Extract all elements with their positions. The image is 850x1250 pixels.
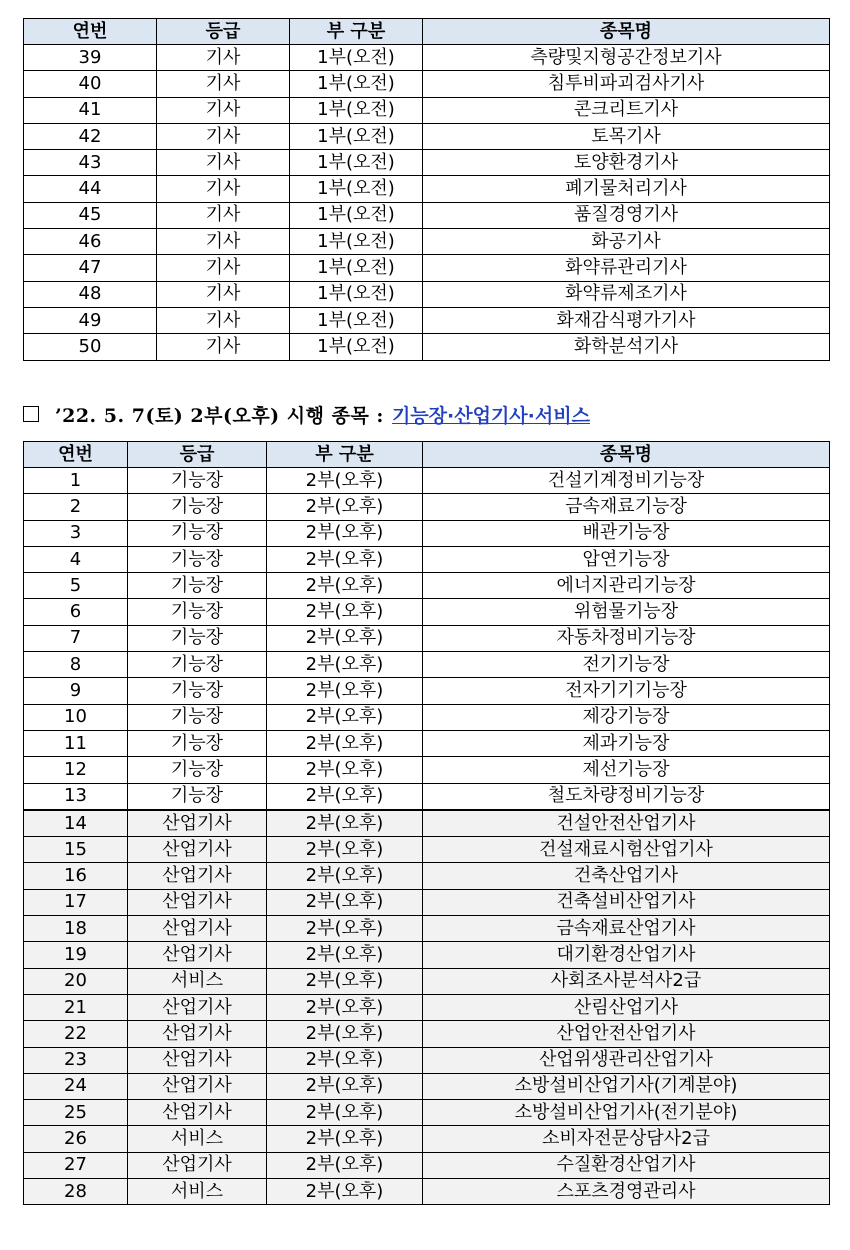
cell-number: 39: [24, 45, 157, 71]
cell-grade: 산업기사: [128, 942, 267, 968]
cell-number: 14: [24, 810, 128, 837]
table-row: [24, 678, 830, 704]
cell-session: 2부(오후): [267, 678, 423, 704]
cell-grade: 기능장: [128, 678, 267, 704]
checkbox-icon: [23, 406, 39, 422]
cell-grade: 기사: [157, 229, 290, 255]
cell-number: 7: [24, 625, 128, 651]
cell-number: 50: [24, 334, 157, 360]
cell-session: 2부(오후): [267, 994, 423, 1020]
cell-number: 20: [24, 968, 128, 994]
cell-session: 2부(오후): [267, 942, 423, 968]
cell-session: 1부(오전): [290, 255, 423, 281]
table-row: [24, 1021, 830, 1047]
table-row: [24, 45, 830, 71]
cell-grade: 산업기사: [128, 863, 267, 889]
table-row: [24, 520, 830, 546]
cell-number: 28: [24, 1179, 128, 1205]
cell-subject: 산업위생관리산업기사: [423, 1047, 830, 1073]
cell-subject: 건설기계정비기능장: [423, 468, 830, 494]
cell-subject: 스포츠경영관리사: [423, 1179, 830, 1205]
table-row: [24, 229, 830, 255]
table-row: [24, 150, 830, 176]
cell-session: 2부(오후): [267, 916, 423, 942]
cell-session: 2부(오후): [267, 1179, 423, 1205]
cell-subject: 화학분석기사: [423, 334, 830, 360]
cell-session: 2부(오후): [267, 573, 423, 599]
cell-grade: 산업기사: [128, 994, 267, 1020]
cell-session: 2부(오후): [267, 468, 423, 494]
exam-table-afternoon: [23, 441, 830, 1205]
cell-number: 2: [24, 494, 128, 520]
cell-number: 19: [24, 942, 128, 968]
cell-subject: 금속재료기능장: [423, 494, 830, 520]
cell-number: 46: [24, 229, 157, 255]
table-row: [24, 307, 830, 333]
cell-grade: 산업기사: [128, 1100, 267, 1126]
cell-session: 2부(오후): [267, 1126, 423, 1152]
cell-session: 1부(오전): [290, 176, 423, 202]
table-row: [24, 652, 830, 678]
cell-subject: 건축설비산업기사: [423, 889, 830, 915]
cell-number: 44: [24, 176, 157, 202]
cell-subject: 화공기사: [423, 229, 830, 255]
table-row: [24, 546, 830, 572]
table-row: [24, 968, 830, 994]
cell-session: 2부(오후): [267, 968, 423, 994]
cell-grade: 기능장: [128, 730, 267, 756]
cell-number: 23: [24, 1047, 128, 1073]
cell-grade: 서비스: [128, 1179, 267, 1205]
cell-number: 1: [24, 468, 128, 494]
cell-number: 9: [24, 678, 128, 704]
table-row: [24, 625, 830, 651]
table-row: [24, 255, 830, 281]
cell-subject: 철도차량정비기능장: [423, 783, 830, 810]
cell-number: 24: [24, 1073, 128, 1099]
cell-grade: 산업기사: [128, 1047, 267, 1073]
cell-session: 1부(오전): [290, 307, 423, 333]
cell-subject: 배관기능장: [423, 520, 830, 546]
cell-grade: 기사: [157, 176, 290, 202]
cell-number: 22: [24, 1021, 128, 1047]
table-row: [24, 1100, 830, 1126]
cell-subject: 제과기능장: [423, 730, 830, 756]
cell-session: 2부(오후): [267, 520, 423, 546]
cell-subject: 품질경영기사: [423, 202, 830, 228]
cell-number: 27: [24, 1152, 128, 1178]
table-header-row: [24, 19, 830, 45]
col-header-session: 부 구분: [267, 442, 423, 468]
cell-grade: 기능장: [128, 704, 267, 730]
cell-subject: 대기환경산업기사: [423, 942, 830, 968]
cell-grade: 산업기사: [128, 1021, 267, 1047]
cell-subject: 산림산업기사: [423, 994, 830, 1020]
cell-number: 6: [24, 599, 128, 625]
table-row: [24, 1152, 830, 1178]
cell-grade: 기능장: [128, 494, 267, 520]
exam-table-morning: [23, 18, 830, 361]
cell-grade: 기사: [157, 97, 290, 123]
cell-subject: 전자기기기능장: [423, 678, 830, 704]
cell-session: 2부(오후): [267, 625, 423, 651]
table-row: [24, 837, 830, 863]
section-heading: [23, 398, 829, 430]
cell-subject: 콘크리트기사: [423, 97, 830, 123]
cell-number: 42: [24, 123, 157, 149]
cell-session: 1부(오전): [290, 45, 423, 71]
cell-session: 2부(오후): [267, 783, 423, 810]
cell-subject: 건설안전산업기사: [423, 810, 830, 837]
cell-grade: 산업기사: [128, 1073, 267, 1099]
cell-session: 2부(오후): [267, 837, 423, 863]
cell-number: 10: [24, 704, 128, 730]
cell-subject: 제선기능장: [423, 757, 830, 783]
cell-subject: 에너지관리기능장: [423, 573, 830, 599]
cell-subject: 위험물기능장: [423, 599, 830, 625]
cell-subject: 화재감식평가기사: [423, 307, 830, 333]
table-row: [24, 704, 830, 730]
cell-number: 21: [24, 994, 128, 1020]
cell-subject: 금속재료산업기사: [423, 916, 830, 942]
cell-number: 17: [24, 889, 128, 915]
table-row: [24, 1126, 830, 1152]
cell-grade: 기능장: [128, 625, 267, 651]
cell-subject: 건설재료시험산업기사: [423, 837, 830, 863]
cell-grade: 기능장: [128, 757, 267, 783]
table-row: [24, 573, 830, 599]
cell-subject: 토양환경기사: [423, 150, 830, 176]
cell-grade: 기능장: [128, 520, 267, 546]
cell-session: 2부(오후): [267, 652, 423, 678]
cell-grade: 기사: [157, 202, 290, 228]
cell-grade: 기사: [157, 255, 290, 281]
cell-subject: 화약류제조기사: [423, 281, 830, 307]
cell-grade: 기사: [157, 281, 290, 307]
cell-grade: 기능장: [128, 468, 267, 494]
table-row: [24, 202, 830, 228]
cell-number: 16: [24, 863, 128, 889]
cell-grade: 기능장: [128, 546, 267, 572]
cell-grade: 기사: [157, 123, 290, 149]
cell-session: 2부(오후): [267, 730, 423, 756]
cell-number: 26: [24, 1126, 128, 1152]
table-row: [24, 994, 830, 1020]
cell-session: 2부(오후): [267, 546, 423, 572]
cell-subject: 소방설비산업기사(전기분야): [423, 1100, 830, 1126]
cell-subject: 제강기능장: [423, 704, 830, 730]
table-row: [24, 123, 830, 149]
cell-subject: 사회조사분석사2급: [423, 968, 830, 994]
cell-subject: 침투비파괴검사기사: [423, 71, 830, 97]
col-header-grade: 등급: [128, 442, 267, 468]
table-row: [24, 71, 830, 97]
cell-grade: 기사: [157, 307, 290, 333]
table-row: [24, 942, 830, 968]
cell-session: 2부(오후): [267, 863, 423, 889]
table-row: [24, 730, 830, 756]
table-row: [24, 916, 830, 942]
cell-grade: 기능장: [128, 783, 267, 810]
col-header-session: 부 구분: [290, 19, 423, 45]
cell-session: 1부(오전): [290, 97, 423, 123]
cell-number: 45: [24, 202, 157, 228]
cell-subject: 자동차정비기능장: [423, 625, 830, 651]
cell-grade: 산업기사: [128, 810, 267, 837]
cell-number: 25: [24, 1100, 128, 1126]
table-row: [24, 599, 830, 625]
cell-number: 43: [24, 150, 157, 176]
cell-session: 1부(오전): [290, 123, 423, 149]
cell-grade: 기사: [157, 71, 290, 97]
cell-session: 2부(오후): [267, 757, 423, 783]
cell-session: 2부(오후): [267, 704, 423, 730]
cell-number: 3: [24, 520, 128, 546]
table-row: [24, 889, 830, 915]
cell-number: 8: [24, 652, 128, 678]
cell-subject: 산업안전산업기사: [423, 1021, 830, 1047]
cell-subject: 측량및지형공간정보기사: [423, 45, 830, 71]
col-header-subject: 종목명: [423, 442, 830, 468]
cell-session: 2부(오후): [267, 1047, 423, 1073]
cell-number: 13: [24, 783, 128, 810]
table-row: [24, 783, 830, 810]
col-header-number: 연번: [24, 19, 157, 45]
cell-session: 2부(오후): [267, 599, 423, 625]
cell-subject: 전기기능장: [423, 652, 830, 678]
cell-session: 2부(오후): [267, 1021, 423, 1047]
table-row: [24, 468, 830, 494]
cell-number: 4: [24, 546, 128, 572]
cell-number: 41: [24, 97, 157, 123]
cell-number: 5: [24, 573, 128, 599]
col-header-grade: 등급: [157, 19, 290, 45]
table-row: [24, 1179, 830, 1205]
cell-subject: 압연기능장: [423, 546, 830, 572]
cell-subject: 수질환경산업기사: [423, 1152, 830, 1178]
cell-subject: 소비자전문상담사2급: [423, 1126, 830, 1152]
cell-session: 1부(오전): [290, 202, 423, 228]
cell-session: 1부(오전): [290, 281, 423, 307]
table-row: [24, 1073, 830, 1099]
cell-session: 2부(오후): [267, 889, 423, 915]
cell-grade: 산업기사: [128, 889, 267, 915]
cell-grade: 기사: [157, 150, 290, 176]
cell-session: 2부(오후): [267, 1152, 423, 1178]
col-header-subject: 종목명: [423, 19, 830, 45]
cell-number: 15: [24, 837, 128, 863]
section-title: ’22. 5. 7(토) 2부(오후) 시행 종목 :: [55, 404, 384, 427]
cell-session: 2부(오후): [267, 1100, 423, 1126]
table-row: [24, 97, 830, 123]
cell-subject: 토목기사: [423, 123, 830, 149]
cell-grade: 기사: [157, 45, 290, 71]
table-row: [24, 863, 830, 889]
cell-grade: 산업기사: [128, 1152, 267, 1178]
cell-session: 1부(오전): [290, 71, 423, 97]
cell-grade: 기능장: [128, 599, 267, 625]
cell-session: 2부(오후): [267, 810, 423, 837]
cell-number: 18: [24, 916, 128, 942]
cell-number: 49: [24, 307, 157, 333]
col-header-number: 연번: [24, 442, 128, 468]
table-row: [24, 757, 830, 783]
table-row: [24, 810, 830, 837]
table-row: [24, 334, 830, 360]
cell-session: 1부(오전): [290, 150, 423, 176]
cell-number: 40: [24, 71, 157, 97]
cell-grade: 산업기사: [128, 837, 267, 863]
table-row: [24, 1047, 830, 1073]
cell-number: 11: [24, 730, 128, 756]
cell-grade: 산업기사: [128, 916, 267, 942]
cell-number: 48: [24, 281, 157, 307]
cell-subject: 화약류관리기사: [423, 255, 830, 281]
table-row: [24, 494, 830, 520]
table-row: [24, 176, 830, 202]
cell-session: 2부(오후): [267, 494, 423, 520]
cell-grade: 기사: [157, 334, 290, 360]
cell-number: 47: [24, 255, 157, 281]
cell-grade: 서비스: [128, 968, 267, 994]
cell-number: 12: [24, 757, 128, 783]
cell-grade: 서비스: [128, 1126, 267, 1152]
cell-session: 1부(오전): [290, 334, 423, 360]
cell-subject: 건축산업기사: [423, 863, 830, 889]
table-header-row: [24, 442, 830, 468]
cell-session: 2부(오후): [267, 1073, 423, 1099]
section-link[interactable]: 기능장·산업기사·서비스: [391, 404, 590, 427]
table-row: [24, 281, 830, 307]
cell-grade: 기능장: [128, 652, 267, 678]
cell-grade: 기능장: [128, 573, 267, 599]
cell-session: 1부(오전): [290, 229, 423, 255]
cell-subject: 소방설비산업기사(기계분야): [423, 1073, 830, 1099]
cell-subject: 폐기물처리기사: [423, 176, 830, 202]
